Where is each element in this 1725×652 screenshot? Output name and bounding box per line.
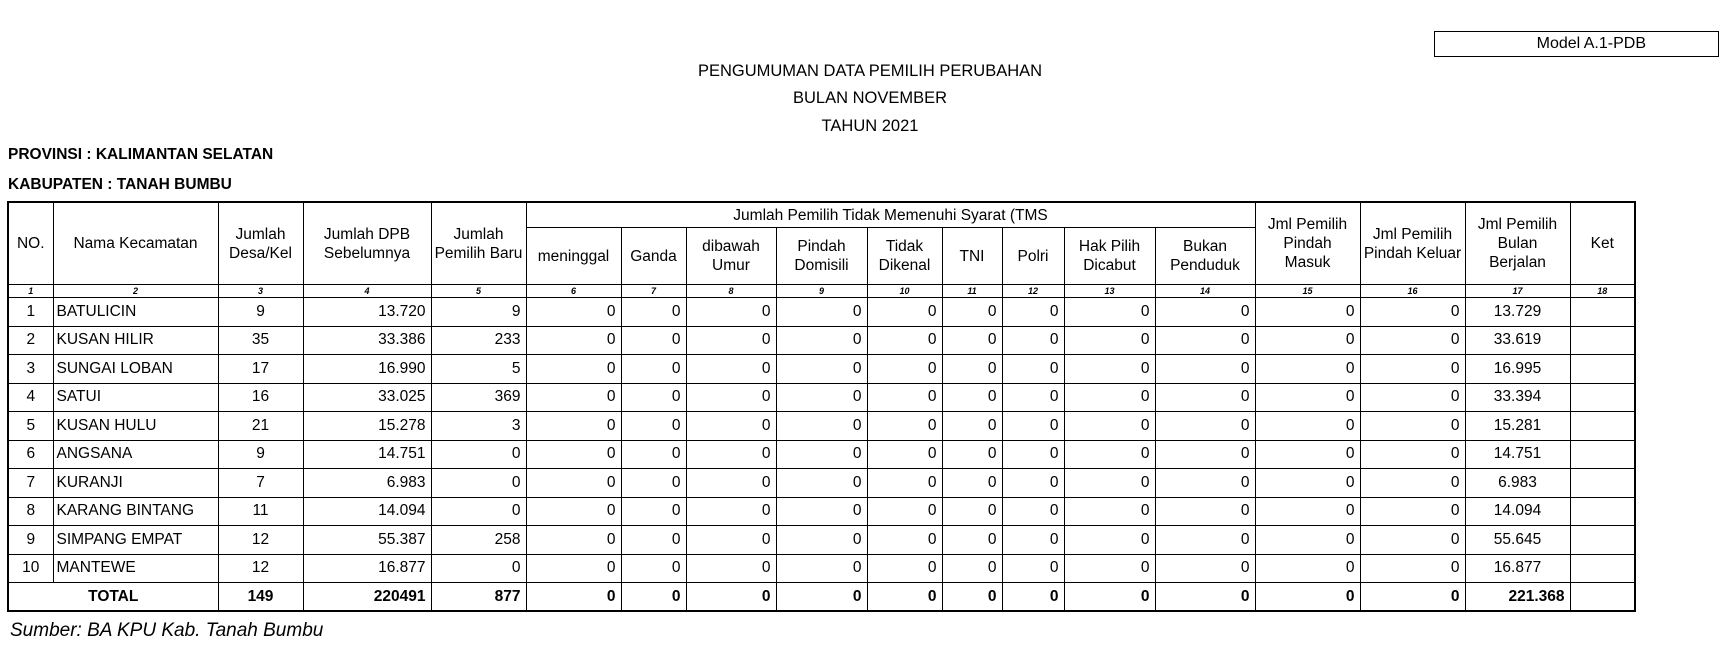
row-keluar: 0	[1360, 298, 1465, 327]
header-tms-hak-pilih-dicabut: Hak Pilih Dicabut	[1064, 228, 1155, 285]
row-berjalan: 14.094	[1465, 497, 1570, 526]
row-masuk: 0	[1255, 383, 1360, 412]
header-nama-kecamatan: Nama Kecamatan	[53, 202, 218, 285]
row-kecamatan: BATULICIN	[53, 298, 218, 327]
row-ket	[1570, 440, 1635, 469]
column-index: 11	[942, 285, 1002, 298]
row-tms: 0	[942, 526, 1002, 555]
row-desa: 17	[218, 355, 303, 384]
row-ket	[1570, 298, 1635, 327]
header-tms-ganda: Ganda	[621, 228, 686, 285]
total-desa: 149	[218, 583, 303, 612]
row-ket	[1570, 526, 1635, 555]
row-tms: 0	[686, 469, 776, 498]
row-tms: 0	[526, 412, 621, 441]
row-baru: 233	[431, 326, 526, 355]
row-tms: 0	[621, 412, 686, 441]
row-tms: 0	[1064, 412, 1155, 441]
row-berjalan: 55.645	[1465, 526, 1570, 555]
table-row	[8, 440, 1635, 469]
row-keluar: 0	[1360, 355, 1465, 384]
row-tms: 0	[867, 355, 942, 384]
row-tms: 0	[1155, 412, 1255, 441]
row-tms: 0	[1064, 355, 1155, 384]
row-tms: 0	[686, 497, 776, 526]
column-index: 1	[8, 285, 53, 298]
row-tms: 0	[867, 412, 942, 441]
row-masuk: 0	[1255, 355, 1360, 384]
row-ket	[1570, 554, 1635, 583]
total-tms: 0	[1064, 583, 1155, 612]
row-no: 10	[8, 554, 53, 583]
row-tms: 0	[686, 355, 776, 384]
row-masuk: 0	[1255, 326, 1360, 355]
row-berjalan: 16.877	[1465, 554, 1570, 583]
row-tms: 0	[1064, 440, 1155, 469]
column-index: 12	[1002, 285, 1064, 298]
column-index: 10	[867, 285, 942, 298]
row-dpb: 15.278	[303, 412, 431, 441]
row-ket	[1570, 497, 1635, 526]
row-tms: 0	[1064, 526, 1155, 555]
column-index-row	[8, 285, 1635, 298]
row-tms: 0	[1002, 497, 1064, 526]
row-tms: 0	[942, 469, 1002, 498]
row-dpb: 6.983	[303, 469, 431, 498]
row-tms: 0	[1002, 526, 1064, 555]
total-tms: 0	[1155, 583, 1255, 612]
header-no: NO.	[8, 202, 53, 285]
row-tms: 0	[526, 497, 621, 526]
row-tms: 0	[1155, 355, 1255, 384]
row-no: 2	[8, 326, 53, 355]
row-dpb: 16.990	[303, 355, 431, 384]
row-tms: 0	[1064, 469, 1155, 498]
row-tms: 0	[686, 554, 776, 583]
row-masuk: 0	[1255, 469, 1360, 498]
row-tms: 0	[942, 412, 1002, 441]
row-berjalan: 13.729	[1465, 298, 1570, 327]
row-dpb: 14.751	[303, 440, 431, 469]
row-kecamatan: SIMPANG EMPAT	[53, 526, 218, 555]
row-no: 3	[8, 355, 53, 384]
row-tms: 0	[776, 298, 867, 327]
column-index: 3	[218, 285, 303, 298]
header-jumlah-desa: Jumlah Desa/Kel	[218, 202, 303, 285]
total-dpb: 220491	[303, 583, 431, 612]
total-baru: 877	[431, 583, 526, 612]
table-row	[8, 526, 1635, 555]
voter-data-table	[7, 201, 1636, 612]
row-tms: 0	[1155, 469, 1255, 498]
row-tms: 0	[621, 440, 686, 469]
header-tms-group: Jumlah Pemilih Tidak Memenuhi Syarat (TMS	[526, 202, 1255, 228]
row-tms: 0	[1002, 554, 1064, 583]
row-tms: 0	[867, 554, 942, 583]
row-masuk: 0	[1255, 554, 1360, 583]
header-tms-tidak-dikenal: Tidak Dikenal	[867, 228, 942, 285]
table-row	[8, 497, 1635, 526]
row-tms: 0	[776, 326, 867, 355]
row-tms: 0	[942, 298, 1002, 327]
row-desa: 9	[218, 440, 303, 469]
row-tms: 0	[942, 355, 1002, 384]
row-kecamatan: SUNGAI LOBAN	[53, 355, 218, 384]
header-jumlah-dpb: Jumlah DPB Sebelumnya	[303, 202, 431, 285]
row-tms: 0	[776, 497, 867, 526]
row-berjalan: 33.619	[1465, 326, 1570, 355]
row-berjalan: 33.394	[1465, 383, 1570, 412]
row-tms: 0	[686, 326, 776, 355]
doc-title-line2: BULAN NOVEMBER	[792, 89, 948, 107]
row-tms: 0	[942, 440, 1002, 469]
row-tms: 0	[776, 526, 867, 555]
row-tms: 0	[1064, 298, 1155, 327]
source-note: Sumber: BA KPU Kab. Tanah Bumbu	[10, 620, 324, 641]
kabupaten-label: KABUPATEN : TANAH BUMBU	[8, 176, 232, 193]
row-tms: 0	[1155, 326, 1255, 355]
row-tms: 0	[776, 383, 867, 412]
model-label: Model A.1-PDB	[1434, 31, 1719, 57]
row-tms: 0	[1155, 383, 1255, 412]
row-tms: 0	[526, 355, 621, 384]
row-baru: 0	[431, 554, 526, 583]
table-row	[8, 554, 1635, 583]
total-tms: 0	[776, 583, 867, 612]
row-berjalan: 6.983	[1465, 469, 1570, 498]
row-desa: 9	[218, 298, 303, 327]
total-keluar: 0	[1360, 583, 1465, 612]
provinsi-label: PROVINSI : KALIMANTAN SELATAN	[8, 146, 274, 163]
row-ket	[1570, 412, 1635, 441]
column-index: 2	[53, 285, 218, 298]
total-tms: 0	[867, 583, 942, 612]
row-kecamatan: MANTEWE	[53, 554, 218, 583]
row-berjalan: 15.281	[1465, 412, 1570, 441]
row-baru: 5	[431, 355, 526, 384]
total-tms: 0	[942, 583, 1002, 612]
row-tms: 0	[621, 326, 686, 355]
row-tms: 0	[776, 412, 867, 441]
row-baru: 258	[431, 526, 526, 555]
column-index: 15	[1255, 285, 1360, 298]
total-masuk: 0	[1255, 583, 1360, 612]
row-baru: 0	[431, 469, 526, 498]
row-kecamatan: KARANG BINTANG	[53, 497, 218, 526]
row-tms: 0	[867, 298, 942, 327]
row-tms: 0	[526, 326, 621, 355]
table-row	[8, 412, 1635, 441]
column-index: 14	[1155, 285, 1255, 298]
row-tms: 0	[1155, 526, 1255, 555]
row-desa: 11	[218, 497, 303, 526]
header-pindah-keluar: Jml Pemilih Pindah Keluar	[1360, 202, 1465, 285]
table-row	[8, 326, 1635, 355]
doc-title-line1: PENGUMUMAN DATA PEMILIH PERUBAHAN	[697, 62, 1043, 80]
row-tms: 0	[526, 554, 621, 583]
row-tms: 0	[1064, 383, 1155, 412]
row-keluar: 0	[1360, 412, 1465, 441]
column-index: 9	[776, 285, 867, 298]
row-baru: 0	[431, 440, 526, 469]
row-kecamatan: KUSAN HILIR	[53, 326, 218, 355]
row-tms: 0	[1002, 440, 1064, 469]
row-tms: 0	[686, 526, 776, 555]
row-baru: 0	[431, 497, 526, 526]
row-tms: 0	[867, 326, 942, 355]
row-tms: 0	[1155, 497, 1255, 526]
row-tms: 0	[526, 469, 621, 498]
row-ket	[1570, 469, 1635, 498]
row-dpb: 16.877	[303, 554, 431, 583]
total-label: TOTAL	[8, 583, 218, 612]
row-tms: 0	[621, 355, 686, 384]
row-tms: 0	[621, 298, 686, 327]
header-pemilih-baru: Jumlah Pemilih Baru	[431, 202, 526, 285]
row-tms: 0	[776, 355, 867, 384]
header-tms-pindah-domisili: Pindah Domisili	[776, 228, 867, 285]
row-masuk: 0	[1255, 298, 1360, 327]
row-masuk: 0	[1255, 440, 1360, 469]
row-ket	[1570, 355, 1635, 384]
row-tms: 0	[1064, 554, 1155, 583]
row-tms: 0	[942, 326, 1002, 355]
row-desa: 12	[218, 526, 303, 555]
header-tms-tni: TNI	[942, 228, 1002, 285]
row-dpb: 13.720	[303, 298, 431, 327]
row-tms: 0	[776, 469, 867, 498]
column-index: 7	[621, 285, 686, 298]
row-tms: 0	[1064, 326, 1155, 355]
column-index: 13	[1064, 285, 1155, 298]
row-tms: 0	[1002, 298, 1064, 327]
row-keluar: 0	[1360, 440, 1465, 469]
row-no: 4	[8, 383, 53, 412]
row-tms: 0	[776, 554, 867, 583]
row-tms: 0	[942, 554, 1002, 583]
row-tms: 0	[526, 526, 621, 555]
row-tms: 0	[526, 440, 621, 469]
row-tms: 0	[942, 383, 1002, 412]
row-masuk: 0	[1255, 526, 1360, 555]
row-no: 9	[8, 526, 53, 555]
row-tms: 0	[621, 554, 686, 583]
table-row	[8, 298, 1635, 327]
column-index: 18	[1570, 285, 1635, 298]
row-masuk: 0	[1255, 497, 1360, 526]
column-index: 6	[526, 285, 621, 298]
row-tms: 0	[686, 383, 776, 412]
row-tms: 0	[1002, 326, 1064, 355]
row-ket	[1570, 383, 1635, 412]
row-desa: 7	[218, 469, 303, 498]
row-tms: 0	[1002, 469, 1064, 498]
column-index: 8	[686, 285, 776, 298]
total-row	[8, 583, 1635, 612]
row-tms: 0	[621, 469, 686, 498]
row-no: 7	[8, 469, 53, 498]
header-tms-meninggal: meninggal	[526, 228, 621, 285]
row-tms: 0	[686, 440, 776, 469]
header-tms-dibawah-umur: dibawah Umur	[686, 228, 776, 285]
total-tms: 0	[1002, 583, 1064, 612]
row-dpb: 55.387	[303, 526, 431, 555]
row-baru: 369	[431, 383, 526, 412]
row-tms: 0	[1002, 383, 1064, 412]
header-tms-polri: Polri	[1002, 228, 1064, 285]
total-tms: 0	[686, 583, 776, 612]
header-ket: Ket	[1570, 202, 1635, 285]
row-ket	[1570, 326, 1635, 355]
row-tms: 0	[867, 383, 942, 412]
row-desa: 12	[218, 554, 303, 583]
total-ket	[1570, 583, 1635, 612]
row-no: 1	[8, 298, 53, 327]
row-kecamatan: KUSAN HULU	[53, 412, 218, 441]
row-desa: 16	[218, 383, 303, 412]
row-kecamatan: KURANJI	[53, 469, 218, 498]
row-baru: 3	[431, 412, 526, 441]
row-tms: 0	[776, 440, 867, 469]
total-berjalan: 221.368	[1465, 583, 1570, 612]
row-keluar: 0	[1360, 497, 1465, 526]
header-bulan-berjalan: Jml Pemilih Bulan Berjalan	[1465, 202, 1570, 285]
row-tms: 0	[942, 497, 1002, 526]
row-tms: 0	[621, 383, 686, 412]
row-baru: 9	[431, 298, 526, 327]
row-masuk: 0	[1255, 412, 1360, 441]
table-row	[8, 469, 1635, 498]
row-tms: 0	[621, 526, 686, 555]
row-keluar: 0	[1360, 326, 1465, 355]
row-tms: 0	[867, 469, 942, 498]
row-tms: 0	[526, 298, 621, 327]
row-dpb: 14.094	[303, 497, 431, 526]
row-desa: 21	[218, 412, 303, 441]
column-index: 17	[1465, 285, 1570, 298]
row-keluar: 0	[1360, 554, 1465, 583]
row-kecamatan: ANGSANA	[53, 440, 218, 469]
column-index: 4	[303, 285, 431, 298]
row-no: 6	[8, 440, 53, 469]
row-tms: 0	[867, 526, 942, 555]
row-tms: 0	[1155, 554, 1255, 583]
table-row	[8, 383, 1635, 412]
total-tms: 0	[621, 583, 686, 612]
row-dpb: 33.025	[303, 383, 431, 412]
row-berjalan: 16.995	[1465, 355, 1570, 384]
table-body	[8, 285, 1635, 612]
row-berjalan: 14.751	[1465, 440, 1570, 469]
row-tms: 0	[1002, 412, 1064, 441]
row-keluar: 0	[1360, 383, 1465, 412]
row-tms: 0	[867, 440, 942, 469]
row-tms: 0	[1155, 440, 1255, 469]
header-tms-bukan-penduduk: Bukan Penduduk	[1155, 228, 1255, 285]
row-tms: 0	[1155, 298, 1255, 327]
row-no: 5	[8, 412, 53, 441]
column-index: 16	[1360, 285, 1465, 298]
row-tms: 0	[867, 497, 942, 526]
column-index: 5	[431, 285, 526, 298]
row-tms: 0	[686, 412, 776, 441]
row-tms: 0	[526, 383, 621, 412]
table-row	[8, 355, 1635, 384]
row-no: 8	[8, 497, 53, 526]
row-dpb: 33.386	[303, 326, 431, 355]
row-keluar: 0	[1360, 469, 1465, 498]
row-tms: 0	[1064, 497, 1155, 526]
doc-title-line3: TAHUN 2021	[821, 117, 919, 135]
row-tms: 0	[621, 497, 686, 526]
row-keluar: 0	[1360, 526, 1465, 555]
row-kecamatan: SATUI	[53, 383, 218, 412]
row-tms: 0	[1002, 355, 1064, 384]
row-tms: 0	[686, 298, 776, 327]
header-pindah-masuk: Jml Pemilih Pindah Masuk	[1255, 202, 1360, 285]
row-desa: 35	[218, 326, 303, 355]
total-tms: 0	[526, 583, 621, 612]
